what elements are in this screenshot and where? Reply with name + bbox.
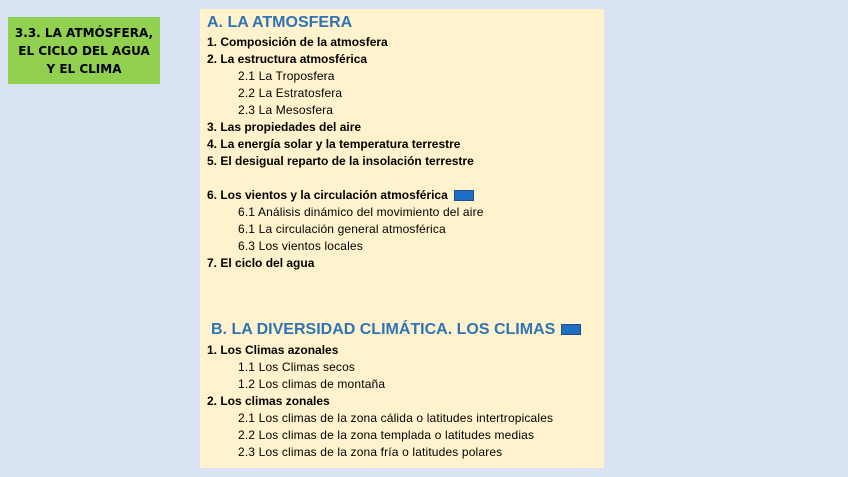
list-subitem: 2.1 La Troposfera (238, 69, 335, 83)
list-subitem: 2.3 Los climas de la zona fría o latitudes polares (238, 445, 503, 459)
section-a-heading: A. LA ATMOSFERA (207, 14, 353, 31)
section-title-box (8, 17, 160, 84)
list-subitem: 2.1 Los climas de la zona cálida o latitudes intertropicales (238, 411, 554, 425)
section-title: 3.3. LA ATMÓSFERA, EL CICLO DEL AGUA Y EL CLIMA (14, 25, 154, 76)
list-item: 3. Las propiedades del aire (207, 120, 362, 134)
section-b-heading (211, 320, 581, 340)
list-item: 5. El desigual reparto de la insolación terrestre (207, 154, 474, 168)
list-item: 1. Los Climas azonales (207, 343, 339, 357)
list-item: 4. La energía solar y la temperatura terrestre (207, 137, 461, 151)
list-item: 7. El ciclo del agua (207, 256, 315, 270)
list-item-label: 6. Los vientos y la circulación atmosférica (207, 188, 448, 202)
list-subitem: 6.1 La circulación general atmosférica (238, 222, 446, 236)
list-subitem: 2.2 La Estratosfera (238, 86, 343, 100)
section-b-heading-label: B. LA DIVERSIDAD CLIMÁTICA. LOS CLIMAS (211, 321, 556, 338)
list-subitem: 6.3 Los vientos locales (238, 239, 363, 253)
list-item: 2. Los climas zonales (207, 394, 330, 408)
list-subitem: 6.1 Análisis dinámico del movimiento del aire (238, 205, 484, 219)
list-item: 2. La estructura atmosférica (207, 52, 368, 66)
list-subitem: 1.1 Los Climas secos (238, 360, 356, 374)
link-marker-icon[interactable] (561, 324, 581, 335)
list-item: 1. Composición de la atmosfera (207, 35, 388, 49)
list-subitem: 1.2 Los climas de montaña (238, 377, 386, 391)
list-subitem: 2.3 La Mesosfera (238, 103, 334, 117)
list-item-winds (207, 187, 474, 204)
content-panel (200, 9, 604, 468)
link-marker-icon[interactable] (454, 190, 474, 201)
list-subitem: 2.2 Los climas de la zona templada o latitudes medias (238, 428, 535, 442)
